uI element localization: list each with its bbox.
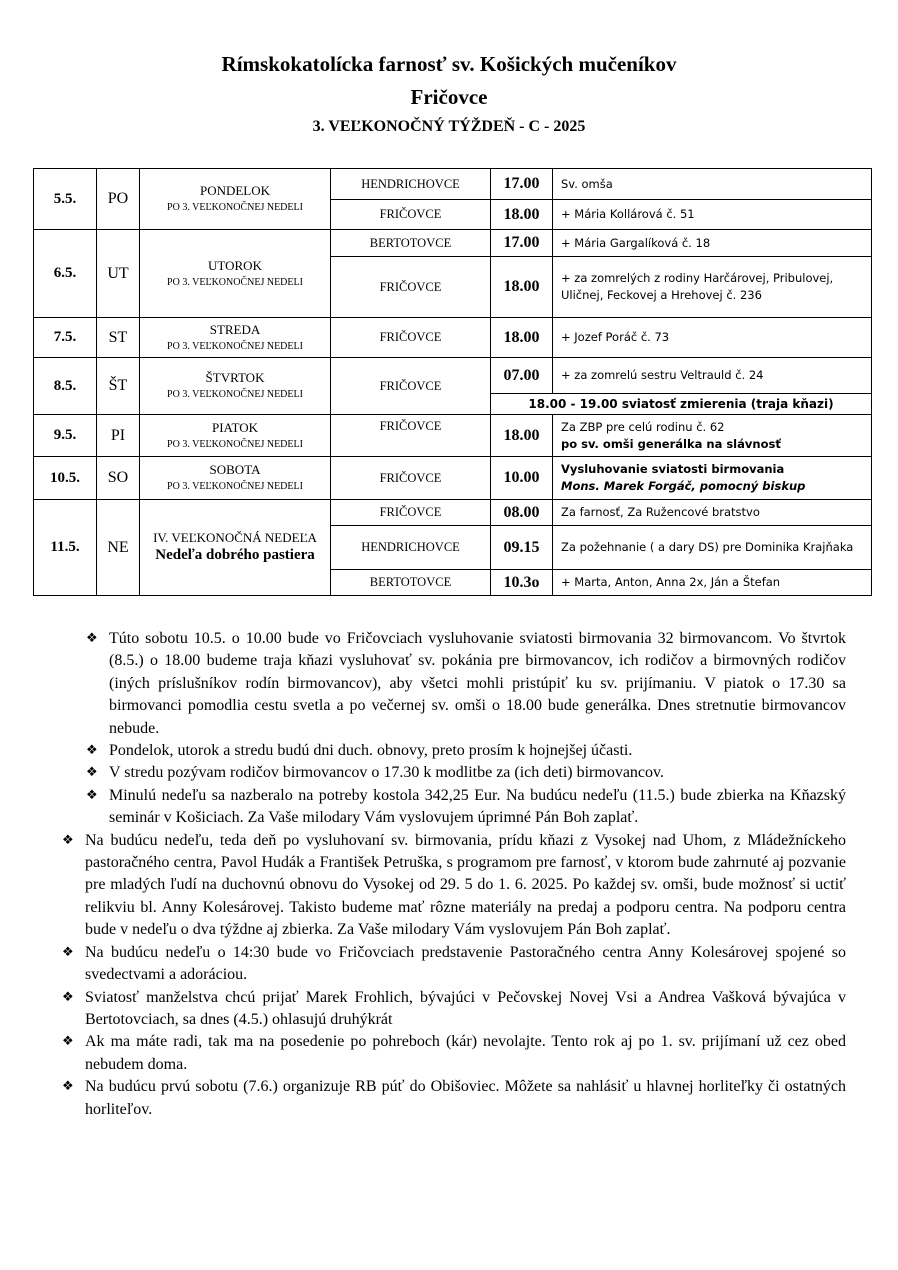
day-name-cell <box>140 415 331 457</box>
day-name: ŠTVRTOK <box>205 370 265 385</box>
day-name-cell <box>140 318 331 358</box>
intention-text: Za ZBP pre celú rodinu č. 62 <box>561 419 725 434</box>
time-cell: 09.15 <box>491 526 553 570</box>
intention-cell: + Jozef Poráč č. 73 <box>553 318 872 358</box>
announcement-text: Minulú nedeľu sa nazberalo na potreby kostola 342,25 Eur. Na budúcu nedeľu (11.5.) bude zbierka na Kňazský seminár v Košiciach. Za Vaše milodary Vám vyslovujem úprimné Pán Boh zaplať. <box>109 786 846 827</box>
announcements <box>62 628 846 1121</box>
day-name-cell <box>140 457 331 500</box>
place-cell: FRIČOVCE <box>331 500 491 526</box>
intention-cell: + Marta, Anton, Anna 2x, Ján a Štefan <box>553 570 872 596</box>
table-row <box>34 169 872 200</box>
date-cell: 5.5. <box>34 169 97 230</box>
parish-title: Rímskokatolícka farnosť sv. Košických mučeníkov <box>221 52 677 76</box>
table-row <box>34 230 872 257</box>
mass-schedule-table <box>33 168 872 596</box>
intention-note: po sv. omši generálka na slávnosť <box>561 436 781 451</box>
day-name-cell <box>140 169 331 230</box>
table-row <box>34 415 872 457</box>
day-name-cell <box>140 230 331 318</box>
diamond-bullet-icon: ❖ <box>86 743 98 759</box>
time-cell: 18.00 <box>491 257 553 318</box>
time-cell: 18.00 <box>491 200 553 230</box>
time-cell: 17.00 <box>491 230 553 257</box>
intention-cell: + za zomrelú sestru Veltrauld č. 24 <box>553 358 872 394</box>
day-cell: ST <box>97 318 140 358</box>
table-row <box>34 457 872 500</box>
list-item <box>62 1076 846 1121</box>
day-name: SOBOTA <box>209 462 261 477</box>
place-cell: FRIČOVCE <box>331 200 491 230</box>
announcement-text: Túto sobotu 10.5. o 10.00 bude vo Fričovciach vysluhovanie sviatosti birmovania 32 birmovancom. Vo štvrtok (8.5.) o 18.00 budeme traja kňazi vysluhovať sv. pokánia pre birmovancov, ich rodičov a birmovných rodičov (iných príslušníkov rodín birmovancov), aby všetci mohli pristúpiť ku sv. prijímaniu. V piatok o 17.30 sa birmovanci pomodlia cestu svetla a po večernej sv. omši o 18.00 bude generálka. Dnes stretnutie birmovancov nebude. <box>109 630 846 737</box>
diamond-bullet-icon: ❖ <box>86 765 98 781</box>
list-item <box>86 785 846 830</box>
place-cell: BERTOTOVCE <box>331 570 491 596</box>
date-cell: 6.5. <box>34 230 97 318</box>
day-subtitle: PO 3. VEĽKONOČNEJ NEDELI <box>167 481 303 492</box>
announcement-text: Na budúcu nedeľu o 14:30 bude vo Fričovciach predstavenie Pastoračného centra Anny Kolesárovej spojené so svedectvami a adoráciou. <box>85 943 846 984</box>
table-row <box>34 500 872 526</box>
time-cell: 08.00 <box>491 500 553 526</box>
diamond-bullet-icon: ❖ <box>62 1034 74 1050</box>
day-cell: ŠT <box>97 358 140 415</box>
diamond-bullet-icon: ❖ <box>62 1079 74 1095</box>
date-cell: 7.5. <box>34 318 97 358</box>
place-cell: FRIČOVCE <box>331 457 491 500</box>
list-item <box>86 762 846 784</box>
table-row <box>34 318 872 358</box>
place-cell: FRIČOVCE <box>331 358 491 415</box>
place-cell: HENDRICHOVCE <box>331 526 491 570</box>
place-cell: FRIČOVCE <box>331 318 491 358</box>
intention-cell <box>553 415 872 457</box>
day-subtitle: Nedeľa dobrého pastiera <box>155 547 315 563</box>
list-item <box>62 942 846 987</box>
day-cell: SO <box>97 457 140 500</box>
intention-cell <box>553 457 872 500</box>
list-item <box>62 830 846 942</box>
intention-note: Mons. Marek Forgáč, pomocný biskup <box>561 479 806 493</box>
announcement-text: Na budúcu prvú sobotu (7.6.) organizuje RB púť do Obišoviec. Môžete sa nahlásiť u hlavnej horliteľky či ostatných horliteľov. <box>85 1078 846 1118</box>
time-cell: 17.00 <box>491 169 553 200</box>
place-cell: FRIČOVCE <box>331 415 491 457</box>
day-name-cell <box>140 500 331 596</box>
list-item <box>86 740 846 762</box>
time-cell: 10.00 <box>491 457 553 500</box>
diamond-bullet-icon: ❖ <box>62 989 74 1005</box>
day-subtitle: PO 3. VEĽKONOČNEJ NEDELI <box>167 276 303 288</box>
list-item <box>86 628 846 740</box>
intention-cell: Za požehnanie ( a dary DS) pre Dominika Krajňaka <box>553 526 872 570</box>
day-name: PIATOK <box>212 419 258 435</box>
day-subtitle: PO 3. VEĽKONOČNEJ NEDELI <box>167 202 303 213</box>
list-item <box>62 987 846 1032</box>
time-cell: 07.00 <box>491 358 553 394</box>
date-cell: 8.5. <box>34 358 97 415</box>
announcement-text: Sviatosť manželstva chcú prijať Marek Frohlich, bývajúci v Pečovskej Novej Vsi a Andrea Vašková bývajúca v Bertotovciach, sa dnes (4.5.) ohlasujú druhýkrát <box>85 988 846 1028</box>
village-title: Fričovce <box>410 85 488 109</box>
date-cell: 9.5. <box>34 415 97 457</box>
intention-cell: Za farnosť, Za Ružencové bratstvo <box>553 500 872 526</box>
time-cell: 18.00 <box>491 318 553 358</box>
day-cell: UT <box>97 230 140 318</box>
date-cell: 11.5. <box>34 500 97 596</box>
time-cell: 10.3o <box>491 570 553 596</box>
day-name-cell <box>140 358 331 415</box>
intention-text: Vysluhovanie sviatosti birmovania <box>561 462 785 476</box>
diamond-bullet-icon: ❖ <box>86 631 98 646</box>
day-cell: NE <box>97 500 140 596</box>
intention-cell: + za zomrelých z rodiny Harčárovej, Pribulovej, Uličnej, Feckovej a Hrehovej č. 236 <box>553 257 872 318</box>
diamond-bullet-icon: ❖ <box>62 832 74 848</box>
announcement-text: Ak ma máte radi, tak ma na posedenie po pohreboch (kár) nevolajte. Tento rok aj po 1. sv. prijímaní už cez obed nebudem doma. <box>85 1033 846 1073</box>
intention-cell: + Mária Kollárová č. 51 <box>553 200 872 230</box>
announcement-text: Pondelok, utorok a stredu budú dni duch. obnovy, preto prosím k hojnejšej účasti. <box>109 742 633 760</box>
day-cell: PI <box>97 415 140 457</box>
table-row <box>34 358 872 394</box>
date-cell: 10.5. <box>34 457 97 500</box>
diamond-bullet-icon: ❖ <box>62 944 74 960</box>
confession-note: 18.00 - 19.00 sviatosť zmierenia (traja kňazi) <box>491 394 872 415</box>
announcement-text: Na budúcu nedeľu, teda deň po vysluhovaní sv. birmovania, prídu kňazi z Vysokej nad Uhom, z Mládežníckeho pastoračného centra, Pavol Hudák a František Petruška, s programom pre farnosť, v ktorom bude zahrnuté aj pozvanie pre mladých ľudí na duchovnú obnovu do Vysokej od 29. 5 do 1. 6. 2025. Po každej sv. omši, bude možnosť si uctiť relikviu bl. Anny Kolesárovej. Takisto budeme mať rôzne materiály na predaj a podporu centra. Na podporu centra bude v nedeľu o dva týždne aj zbierka. Za Vaše milodary Vám vyslovujem Pán Boh zaplať. <box>85 831 846 939</box>
day-cell: PO <box>97 169 140 230</box>
intention-cell: Sv. omša <box>553 169 872 200</box>
place-cell: BERTOTOVCE <box>331 230 491 257</box>
day-name: UTOROK <box>208 257 262 273</box>
day-name: IV. VEĽKONOČNÁ NEDEĽA <box>153 530 317 545</box>
intention-cell: + Mária Gargalíková č. 18 <box>553 230 872 257</box>
week-title: 3. VEĽKONOČNÝ TÝŽDEŇ - C - 2025 <box>312 118 586 135</box>
day-name: PONDELOK <box>199 183 271 198</box>
day-name: STREDA <box>209 321 261 337</box>
day-subtitle: PO 3. VEĽKONOČNEJ NEDELI <box>167 340 303 352</box>
list-item <box>62 1031 846 1076</box>
announcement-text: V stredu pozývam rodičov birmovancov o 17.30 k modlitbe za (ich deti) birmovancov. <box>109 764 664 782</box>
place-cell: HENDRICHOVCE <box>331 169 491 200</box>
time-cell: 18.00 <box>491 415 553 457</box>
place-cell: FRIČOVCE <box>331 257 491 318</box>
day-subtitle: PO 3. VEĽKONOČNEJ NEDELI <box>167 438 303 450</box>
diamond-bullet-icon: ❖ <box>86 787 98 803</box>
day-subtitle: PO 3. VEĽKONOČNEJ NEDELI <box>167 389 303 400</box>
